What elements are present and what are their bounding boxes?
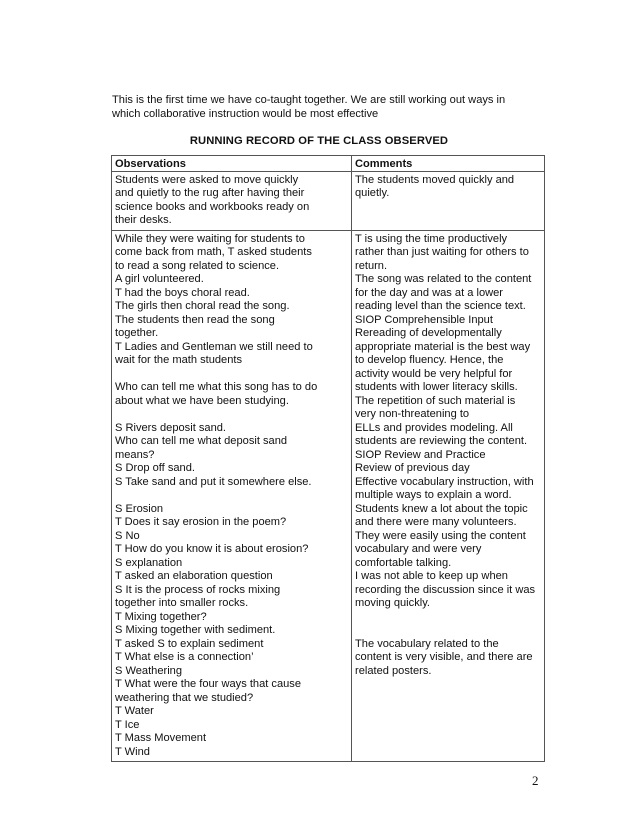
observations-cell [112, 230, 352, 762]
observations-line: S It is the process of rocks mixing [115, 583, 281, 596]
observations-line: S Drop off sand. [115, 462, 195, 474]
observations-line: S Rivers deposit sand. [115, 421, 226, 434]
comments-line: Students knew a lot about the topic [355, 502, 528, 515]
observations-line: S Take sand and put it somewhere else. [115, 475, 312, 488]
observations-line: science books and workbooks ready on [115, 200, 310, 213]
comments-line: I was not able to keep up when [355, 570, 508, 582]
observations-line: T What were the four ways that cause [115, 678, 302, 690]
observations-line [115, 368, 351, 382]
observations-line: T Ladies and Gentleman we still need to [115, 340, 313, 353]
running-record-table [111, 155, 545, 762]
observations-line: A girl volunteered. [115, 273, 204, 285]
comments-line: multiple ways to explain a word. [355, 489, 512, 501]
comments-line: return. [355, 259, 388, 272]
intro-line: which collaborative instruction would be most effective [112, 107, 379, 120]
comments-line: Effective vocabulary instruction, with [355, 475, 534, 488]
comments-line: appropriate material is the best way [355, 340, 531, 353]
observations-line: together. [115, 327, 159, 339]
observations-line: Who can tell me what deposit sand [115, 435, 288, 447]
observations-line: means? [115, 448, 155, 461]
observations-line: to read a song related to science. [115, 259, 280, 272]
comments-line: recording the discussion since it was [355, 583, 536, 596]
observations-line: S Erosion [115, 502, 164, 515]
observations-line: S Mixing together with sediment. [115, 624, 276, 636]
observations-line: T Ice [115, 718, 140, 731]
observations-line: The girls then choral read the song. [115, 300, 290, 312]
comments-line: activity would be very helpful for [355, 367, 513, 380]
comments-line: students are reviewing the content. [355, 435, 528, 447]
observations-line: wait for the math students [115, 354, 243, 366]
observations-line: T What else is a connection’ [115, 651, 254, 663]
header-comments: Comments [352, 156, 545, 172]
observations-line: While they were waiting for students to [115, 232, 305, 245]
comments-cell [352, 230, 545, 762]
comments-line: Rereading of developmentally [355, 327, 502, 339]
comments-line: and there were many volunteers. [355, 516, 517, 528]
page-number: 2 [532, 773, 539, 788]
comments-line: rather than just waiting for others to [355, 246, 529, 258]
comments-line [355, 611, 544, 625]
header-observations: Observations [112, 156, 352, 172]
table-row [112, 171, 545, 230]
intro-paragraph [112, 94, 542, 121]
comments-line: content is very visible, and there are [355, 651, 533, 663]
observations-line: Students were asked to move quickly [115, 173, 299, 186]
comments-cell [352, 171, 545, 230]
table-header-row [112, 156, 545, 172]
observations-line: their desks. [115, 214, 172, 226]
observations-line [115, 408, 351, 422]
observations-line: T Wind [115, 745, 150, 758]
observations-line: about what we have been studying. [115, 394, 289, 407]
comments-line: very non-threatening to [355, 408, 470, 420]
comments-line: SIOP Review and Practice [355, 448, 486, 461]
intro-line: This is the first time we have co-taught together. We are still working out ways in [112, 94, 506, 106]
observations-line: Who can tell me what this song has to do [115, 381, 318, 393]
comments-line: students with lower literacy skills. [355, 381, 518, 393]
observations-line: together into smaller rocks. [115, 597, 249, 609]
observations-line: and quietly to the rug after having their [115, 187, 305, 199]
comments-line: comfortable talking. [355, 556, 452, 569]
observations-line: T had the boys choral read. [115, 286, 250, 299]
comments-line: moving quickly. [355, 597, 431, 609]
observations-line: come back from math, T asked students [115, 246, 312, 258]
observations-line: T How do you know it is about erosion? [115, 543, 309, 555]
comments-line: SIOP Comprehensible Input [355, 313, 493, 326]
comments-line: vocabulary and were very [355, 543, 482, 555]
comments-line: quietly. [355, 187, 390, 199]
section-heading: RUNNING RECORD OF THE CLASS OBSERVED [189, 135, 449, 147]
observations-line: T asked S to explain sediment [115, 637, 264, 650]
comments-line: for the day and was at a lower [355, 286, 503, 299]
comments-line: T is using the time productively [355, 232, 508, 245]
comments-line: Review of previous day [355, 462, 470, 474]
comments-line: reading level than the science text. [355, 300, 526, 312]
observations-line: T Does it say erosion in the poem? [115, 516, 287, 528]
observations-line: S No [115, 529, 140, 542]
comments-line: related posters. [355, 664, 432, 677]
comments-line: to develop fluency. Hence, the [355, 354, 504, 366]
observations-line: T Mass Movement [115, 732, 207, 744]
comments-line: The repetition of such material is [355, 394, 516, 407]
observations-line: T asked an elaboration question [115, 570, 273, 582]
observations-line: S explanation [115, 556, 183, 569]
comments-line: The students moved quickly and [355, 173, 515, 186]
comments-line: ELLs and provides modeling. All [355, 421, 513, 434]
observations-cell [112, 171, 352, 230]
observations-line: weathering that we studied? [115, 691, 254, 704]
comments-line: They were easily using the content [355, 529, 526, 542]
comments-line: The song was related to the content [355, 273, 532, 285]
observations-line: The students then read the song [115, 313, 275, 326]
comments-line: The vocabulary related to the [355, 637, 499, 650]
table-row [112, 230, 545, 762]
comments-line [355, 624, 544, 638]
observations-line: T Water [115, 705, 154, 717]
observations-line: S Weathering [115, 664, 183, 677]
table-body [112, 171, 545, 762]
observations-line [115, 489, 351, 503]
observations-line: T Mixing together? [115, 610, 207, 623]
